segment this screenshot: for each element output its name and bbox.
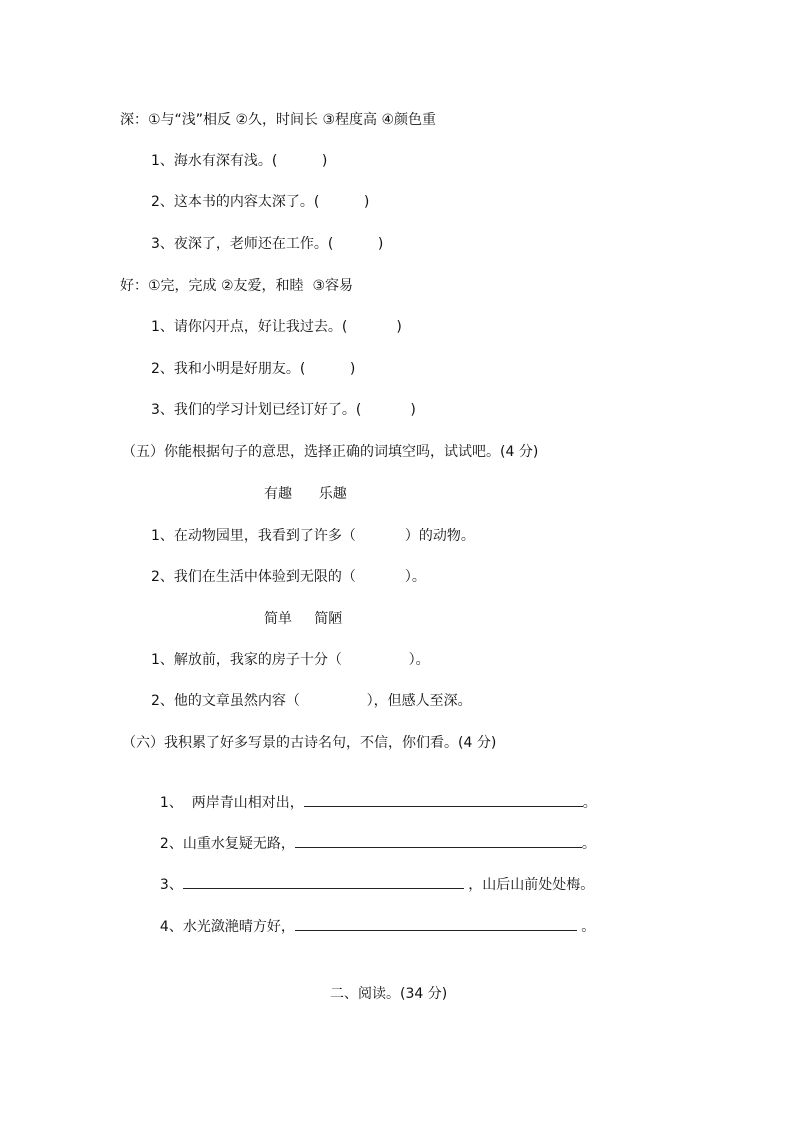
poem-line-1-blank[interactable] xyxy=(304,794,583,807)
poem-line-1-end: 。 xyxy=(582,795,597,811)
good-item-1: 1、请你闪开点，好让我过去。( ) xyxy=(151,319,402,335)
poem-line-3 xyxy=(151,858,594,894)
good-item-2: 2、我和小明是好朋友。( ) xyxy=(151,361,356,377)
deep-item-3: 3、夜深了，老师还在工作。( ) xyxy=(151,236,384,252)
part5-group2-item-1: 1、解放前，我家的房子十分（ ）。 xyxy=(151,652,430,668)
part5-word-choices-2: 简单 简陋 xyxy=(264,611,343,627)
deep-definition-header: 深：①与“浅”相反 ②久，时间长 ③程度高 ④颜色重 xyxy=(120,112,437,128)
deep-item-1: 1、海水有深有浅。( ) xyxy=(151,153,328,169)
poem-line-3-text: 3、 xyxy=(159,877,183,893)
poem-line-3-end: ，山后山前处处梅。 xyxy=(463,877,595,893)
section2-title: 二、阅读。(34 分) xyxy=(330,986,448,1002)
part5-title: （五）你能根据句子的意思，选择正确的词填空吗，试试吧。(4 分) xyxy=(122,444,539,460)
good-item-3: 3、我们的学习计划已经订好了。( ) xyxy=(151,402,416,418)
deep-item-2: 2、这本书的内容太深了。( ) xyxy=(151,194,370,210)
part5-group1-item-1: 1、在动物园里，我看到了许多（ ）的动物。 xyxy=(151,528,475,544)
good-definition-header: 好：①完，完成 ②友爱，和睦 ③容易 xyxy=(120,278,354,294)
poem-line-4-end: 。 xyxy=(576,919,596,935)
part5-group2-item-2: 2、他的文章虽然内容（ ），但感人至深。 xyxy=(151,693,472,709)
part5-group1-item-2: 2、我们在生活中体验到无限的（ ）。 xyxy=(151,569,426,585)
poem-line-1-text: 1、 两岸青山相对出， xyxy=(159,795,304,811)
poem-line-3-blank[interactable] xyxy=(183,876,464,889)
poem-line-4 xyxy=(151,900,595,936)
poem-line-2-end: 。 xyxy=(581,836,596,852)
poem-line-4-text: 4、水光潋滟晴方好， xyxy=(159,919,295,935)
poem-line-4-blank[interactable] xyxy=(295,918,577,931)
poem-line-2-blank[interactable] xyxy=(295,835,582,848)
poem-line-2 xyxy=(151,817,596,853)
part6-title: （六）我积累了好多写景的古诗名句，不信，你们看。(4 分) xyxy=(122,735,497,751)
part5-word-choices-1: 有趣 乐趣 xyxy=(264,486,347,502)
poem-line-1 xyxy=(151,776,597,812)
poem-line-2-text: 2、山重水复疑无路， xyxy=(159,836,295,852)
